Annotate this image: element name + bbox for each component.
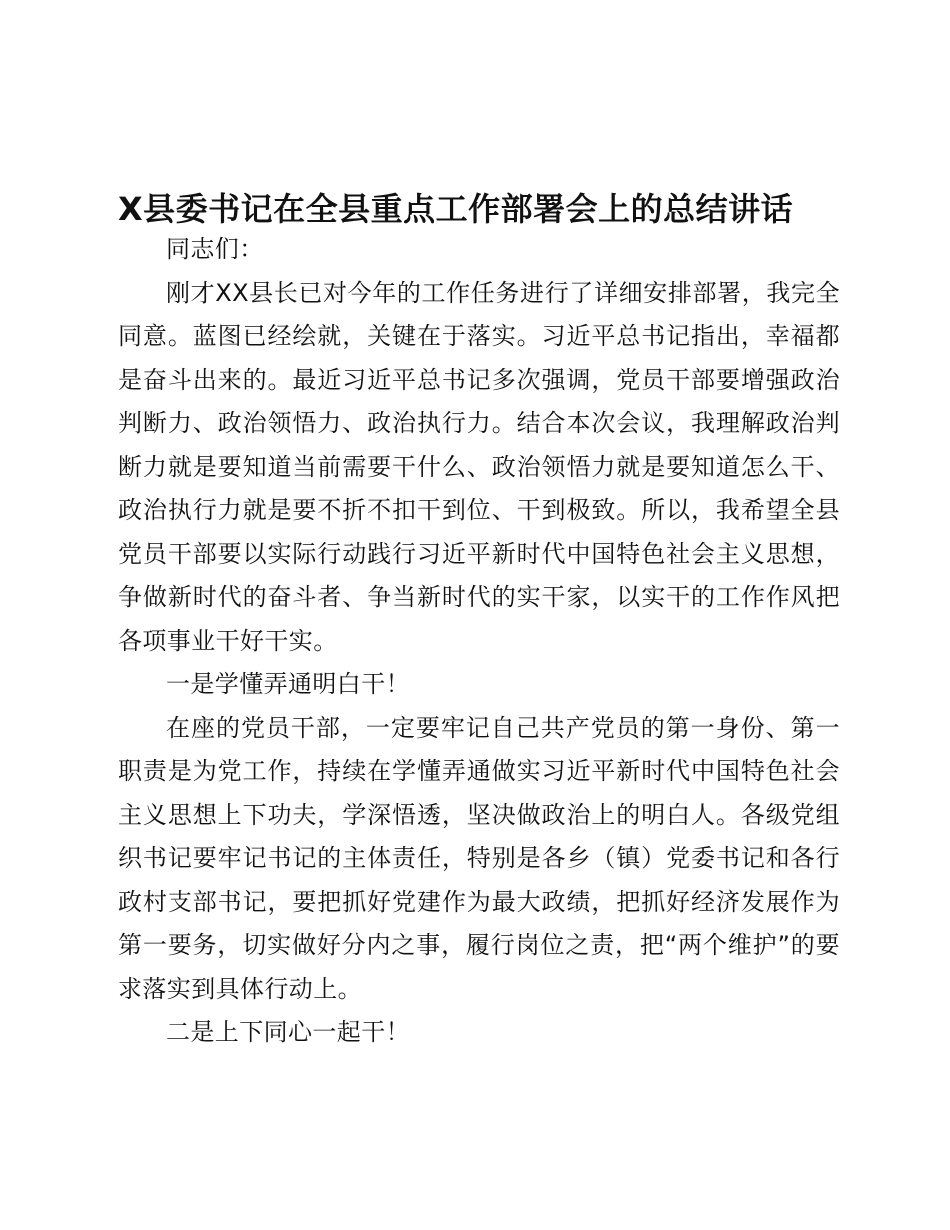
document-title: X县委书记在全县重点工作部署会上的总结讲话 xyxy=(118,190,794,228)
paragraph-intro: 刚才XX县长已对今年的工作任务进行了详细安排部署，我完全同意。蓝图已经绘就，关键在于落实。习近平总书记指出，幸福都是奋斗出来的。最近习近平总书记多次强调，党员干部要增强政治判断力、政治领悟力、政治执行力。结合本次会议，我理解政治判断力就是要知道当前需要干什么、政治领悟力就是要知道怎么干、政治执行力就是要不折不扣干到位、干到极致。所以，我希望全县党员干部要以实际行动践行习近平新时代中国特色社会主义思想，争做新时代的奋斗者、争当新时代的实干家，以实干的工作作风把各项事业干好干实。 xyxy=(118,278,840,655)
paragraph-salutation: 同志们： xyxy=(166,235,264,263)
section-heading-2: 二是上下同心一起干！ xyxy=(166,1018,410,1046)
document-body xyxy=(118,228,840,1055)
paragraph-section-1: 在座的党员干部，一定要牢记自己共产党员的第一身份、第一职责是为党工作，持续在学懂弄通做实习近平新时代中国特色社会主义思想上下功夫，学深悟透，坚决做政治上的明白人。各级党组织书记要牢记书记的主体责任，特别是各乡（镇）党委书记和各行政村支部书记，要把抓好党建作为最大政绩，把抓好经济发展作为第一要务，切实做好分内之事，履行岗位之责，把“两个维护”的要求落实到具体行动上。 xyxy=(118,713,840,1003)
section-heading-1: 一是学懂弄通明白干！ xyxy=(166,670,410,698)
